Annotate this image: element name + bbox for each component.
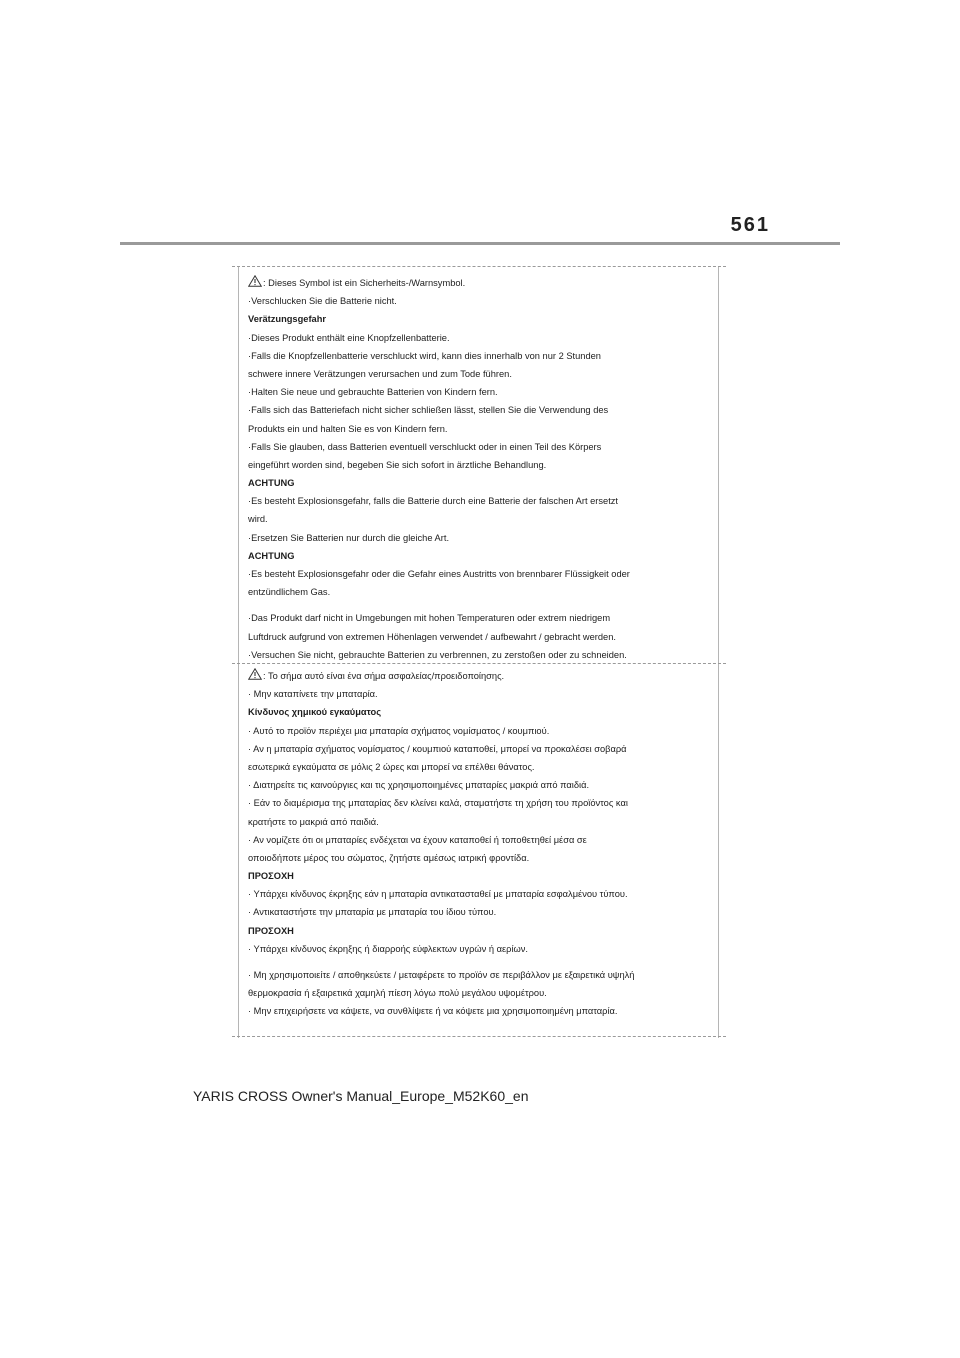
greek-text-line: · Διατηρείτε τις καινούργιες και τις χρησιμοποιημένες μπαταρίες μακριά από παιδιά. [248, 780, 590, 791]
greek-text-line: θερμοκρασία ή εξαιρετικά χαμηλή πίεση λόγω πολύ μεγάλου υψομέτρου. [248, 988, 547, 999]
german-text-line: ·Falls sich das Batteriefach nicht sicher schließen lässt, stellen Sie die Verwendung des [248, 405, 609, 416]
greek-text-line: · Υπάρχει κίνδυνος έκρηξης εάν η μπαταρία αντικατασταθεί με μπαταρία εσφαλμένου τύπου. [248, 889, 628, 900]
german-text-line: ·Falls die Knopfzellenbatterie verschluckt wird, kann dies innerhalb von nur 2 Stunden [248, 350, 601, 361]
german-text-line: ·Das Produkt darf nicht in Umgebungen mit hohen Temperaturen oder extrem niedrigem [248, 613, 611, 624]
greek-text-line: οποιοδήποτε μέρος του σώματος, ζητήστε αμέσως ιατρική φροντίδα. [248, 852, 530, 863]
greek-text-line: · Αν νομίζετε ότι οι μπαταρίες ενδέχεται να έχουν καταποθεί ή τοποθετηθεί μέσα σε [248, 834, 587, 845]
greek-text-line: · Υπάρχει κίνδυνος έκρηξης ή διαρροής εύφλεκτων υγρών ή αερίων. [248, 943, 529, 954]
greek-text-line: εσωτερικά εγκαύματα σε μόλις 2 ώρες και μπορεί να επέλθει θάνατος. [248, 761, 535, 772]
german-text-line: ·Dieses Produkt enthält eine Knopfzellenbatterie. [248, 332, 450, 343]
german-text-line: Produkts ein und halten Sie es von Kindern fern. [248, 423, 448, 434]
header-rule [120, 242, 840, 245]
greek-text-line: · Αν η μπαταρία σχήματος νομίσματος / κουμπιού καταποθεί, μπορεί να προκαλέσει σοβαρά [248, 743, 627, 754]
german-text-line: ·Verschlucken Sie die Batterie nicht. [248, 296, 397, 307]
greek-text-line: · Μην καταπίνετε την μπαταρία. [248, 689, 378, 700]
german-text-line: schwere innere Verätzungen verursachen und zum Tode führen. [248, 368, 512, 379]
greek-warning-lines [248, 685, 710, 1020]
greek-symbol-line [248, 667, 710, 685]
german-warning-lines [248, 292, 710, 664]
german-text-line: ·Falls Sie glauben, dass Batterien eventuell verschluckt oder in einen Teil des Körpers [248, 441, 602, 452]
footer-manual-title: YARIS CROSS Owner's Manual_Europe_M52K60_en [193, 1088, 529, 1104]
warning-label-scan [238, 266, 718, 1038]
german-heading: ACHTUNG [248, 550, 295, 561]
german-text-line: entzündlichem Gas. [248, 587, 331, 598]
german-text-line: ·Es besteht Explosionsgefahr, falls die Batterie durch eine Batterie der falschen Art ersetzt [248, 496, 619, 507]
greek-text-line: · Μην επιχειρήσετε να κάψετε, να συνθλίψετε ή να κόψετε μια χρησιμοποιημένη μπαταρία. [248, 1006, 618, 1017]
german-text-line: wird. [248, 514, 268, 525]
german-symbol-text: : Dieses Symbol ist ein Sicherheits-/Warnsymbol. [263, 278, 466, 288]
german-symbol-line [248, 274, 710, 292]
german-warning-section [248, 274, 710, 664]
greek-warning-section [248, 667, 710, 1021]
german-heading: Verätzungsgefahr [248, 314, 327, 325]
greek-heading: Κίνδυνος χημικού εγκαύματος [248, 707, 382, 718]
greek-text-line: κρατήστε το μακριά από παιδιά. [248, 816, 379, 827]
greek-text-line: · Μη χρησιμοποιείτε / αποθηκεύετε / μεταφέρετε το προϊόν σε περιβάλλον με εξαιρετικά υψηλή [248, 970, 635, 980]
greek-text-line: · Αντικαταστήστε την μπαταρία με μπαταρία του ίδιου τύπου. [248, 907, 497, 918]
page-number: 561 [730, 214, 770, 236]
german-text-line: Luftdruck aufgrund von extremen Höhenlagen verwendet / aufbewahrt / gebracht werden. [248, 631, 616, 642]
german-text-line: ·Versuchen Sie nicht, gebrauchte Batterien zu verbrennen, zu zerstoßen oder zu schneiden. [248, 649, 627, 660]
warning-triangle-icon [248, 668, 262, 680]
scan-right-border [718, 266, 719, 1038]
greek-symbol-text: : Το σήμα αυτό είναι ένα σήμα ασφαλείας/προειδοποίησης. [263, 671, 505, 681]
scan-bottom-dashed-rule [232, 1036, 726, 1037]
scan-top-dashed-rule [232, 266, 726, 267]
german-text-line: ·Es besteht Explosionsgefahr oder die Gefahr eines Austritts von brennbarer Flüssigkeit oder [248, 569, 630, 579]
greek-heading: ΠΡΟΣΟΧΗ [248, 871, 294, 882]
greek-heading: ΠΡΟΣΟΧΗ [248, 925, 294, 936]
german-text-line: ·Ersetzen Sie Batterien nur durch die gleiche Art. [248, 532, 450, 543]
german-text-line: eingeführt worden sind, begeben Sie sich sofort in ärztliche Behandlung. [248, 459, 547, 470]
greek-text-line: · Εάν το διαμέρισμα της μπαταρίας δεν κλείνει καλά, σταματήστε τη χρήση του προϊόντος και [248, 798, 628, 809]
german-heading: ACHTUNG [248, 478, 295, 489]
scan-left-border [238, 266, 239, 1038]
german-text-line: ·Halten Sie neue und gebrauchte Batterien von Kindern fern. [248, 387, 498, 398]
warning-triangle-icon [248, 275, 262, 287]
greek-text-line: · Αυτό το προϊόν περιέχει μια μπαταρία σχήματος νομίσματος / κουμπιού. [248, 725, 550, 736]
